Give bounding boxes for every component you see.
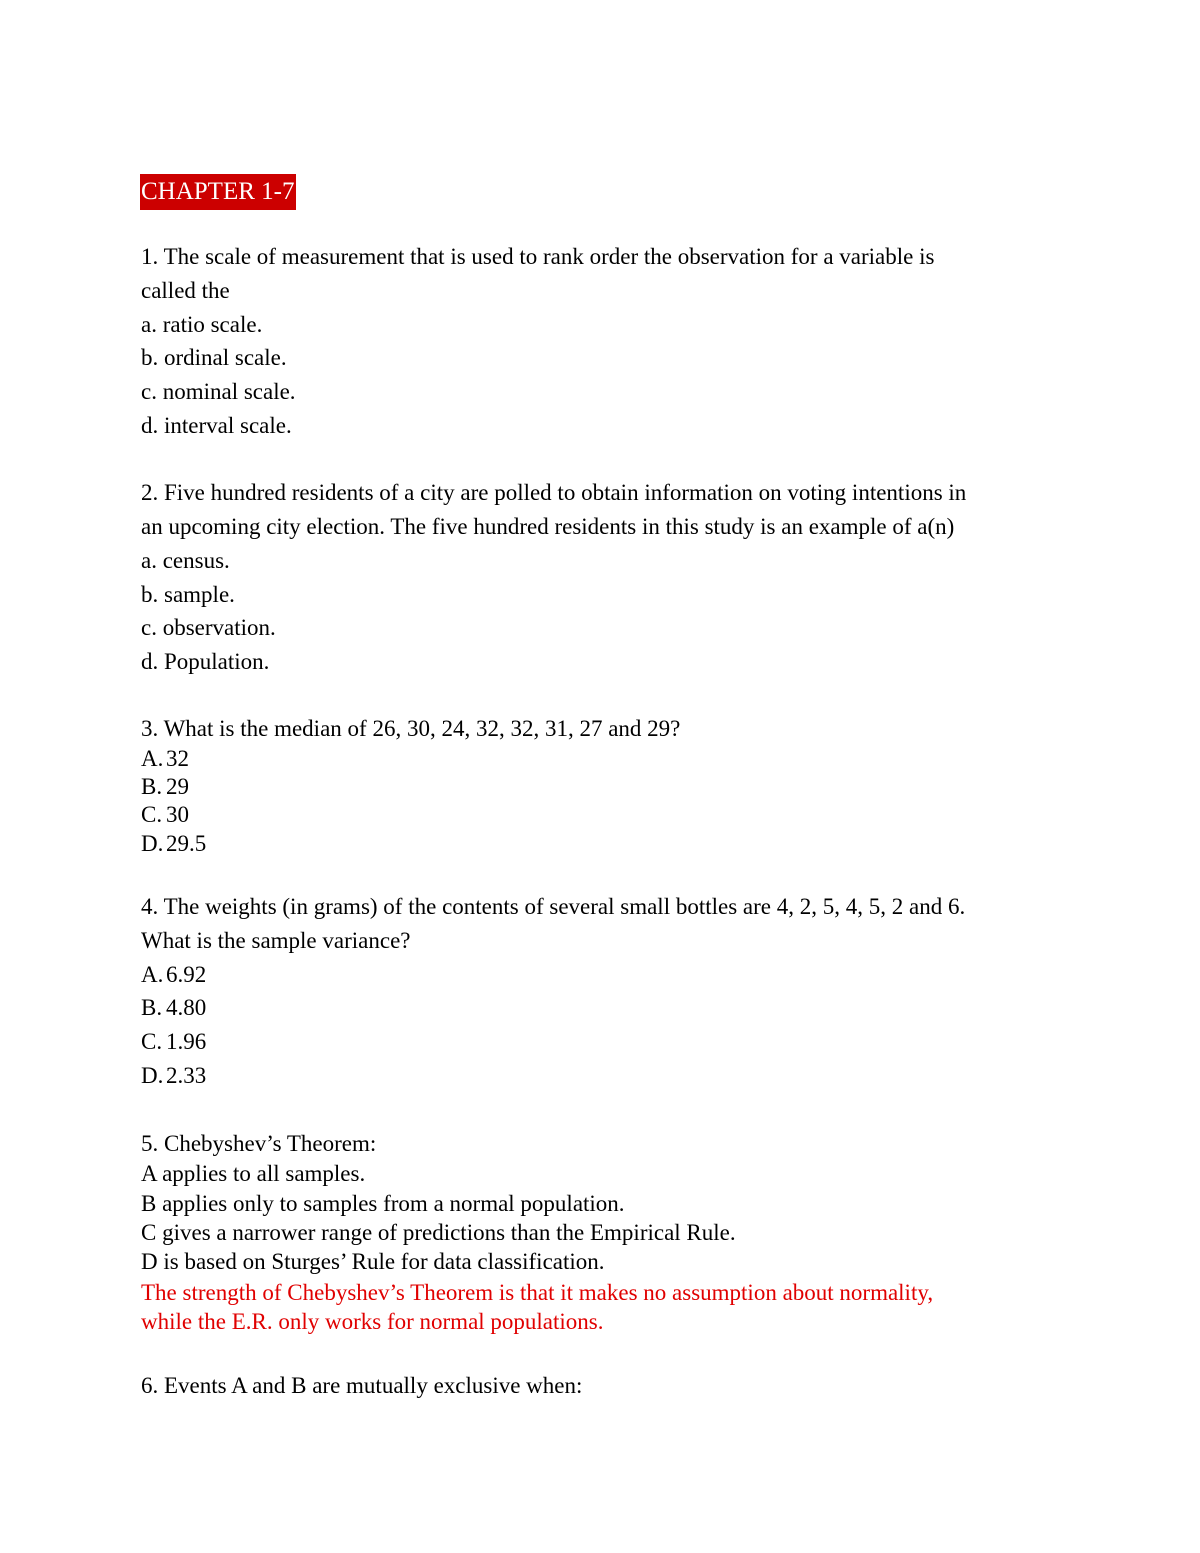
q1-stem-line-2: called the: [141, 278, 230, 303]
q5-answer-note-line-2: while the E.R. only works for normal populations.: [141, 1309, 604, 1334]
chapter-heading: CHAPTER 1-7: [140, 174, 296, 210]
option-label: C.: [141, 1029, 163, 1054]
q1-option-a: a. ratio scale.: [141, 312, 263, 337]
option-label: B.: [141, 995, 163, 1020]
q4-option-a: [141, 961, 206, 989]
option-text: 6.92: [166, 962, 207, 987]
q1-option-d: d. interval scale.: [141, 413, 292, 438]
option-label: C.: [141, 802, 163, 827]
q5-option-c: C gives a narrower range of predictions than the Empirical Rule.: [141, 1220, 736, 1245]
q1-stem-line-1: 1. The scale of measurement that is used to rank order the observation for a variable is: [141, 244, 935, 269]
q1-option-c: c. nominal scale.: [141, 379, 296, 404]
q3-option-c: [141, 801, 189, 829]
q4-stem-line-2: What is the sample variance?: [141, 928, 411, 953]
option-text: 30: [166, 802, 189, 827]
q4-option-b: [141, 994, 206, 1022]
q3-option-a: [141, 745, 189, 773]
q3-option-d: [141, 830, 206, 858]
option-text: 32: [166, 746, 189, 771]
option-label: A.: [141, 962, 164, 987]
option-label: A.: [141, 746, 164, 771]
q2-option-d: d. Population.: [141, 649, 270, 674]
q1-option-b: b. ordinal scale.: [141, 345, 287, 370]
q2-stem-line-2: an upcoming city election. The five hundred residents in this study is an example of a(n): [141, 514, 955, 539]
q2-option-a: a. census.: [141, 548, 230, 573]
q2-option-b: b. sample.: [141, 582, 235, 607]
option-text: 29.5: [166, 831, 207, 856]
option-text: 29: [166, 774, 189, 799]
option-text: 1.96: [166, 1029, 207, 1054]
q3-stem: 3. What is the median of 26, 30, 24, 32, 32, 31, 27 and 29?: [141, 716, 681, 741]
q5-answer-note-line-1: The strength of Chebyshev’s Theorem is that it makes no assumption about normality,: [141, 1280, 934, 1305]
q4-stem-line-1: 4. The weights (in grams) of the contents of several small bottles are 4, 2, 5, 4, 5, 2 and 6.: [141, 894, 966, 919]
q4-option-d: [141, 1062, 206, 1090]
option-text: 2.33: [166, 1063, 207, 1088]
option-text: 4.80: [166, 995, 207, 1020]
q5-stem: 5. Chebyshev’s Theorem:: [141, 1131, 377, 1156]
q5-option-a: A applies to all samples.: [141, 1161, 366, 1186]
q2-stem-line-1: 2. Five hundred residents of a city are polled to obtain information on voting intentions in: [141, 480, 967, 505]
q4-option-c: [141, 1028, 206, 1056]
q5-option-b: B applies only to samples from a normal population.: [141, 1191, 625, 1216]
q5-option-d: D is based on Sturges’ Rule for data classification.: [141, 1249, 605, 1274]
q2-option-c: c. observation.: [141, 615, 276, 640]
option-label: B.: [141, 774, 163, 799]
q3-option-b: [141, 773, 189, 801]
q6-stem: 6. Events A and B are mutually exclusive when:: [141, 1373, 583, 1398]
option-label: D.: [141, 1063, 164, 1088]
option-label: D.: [141, 831, 164, 856]
